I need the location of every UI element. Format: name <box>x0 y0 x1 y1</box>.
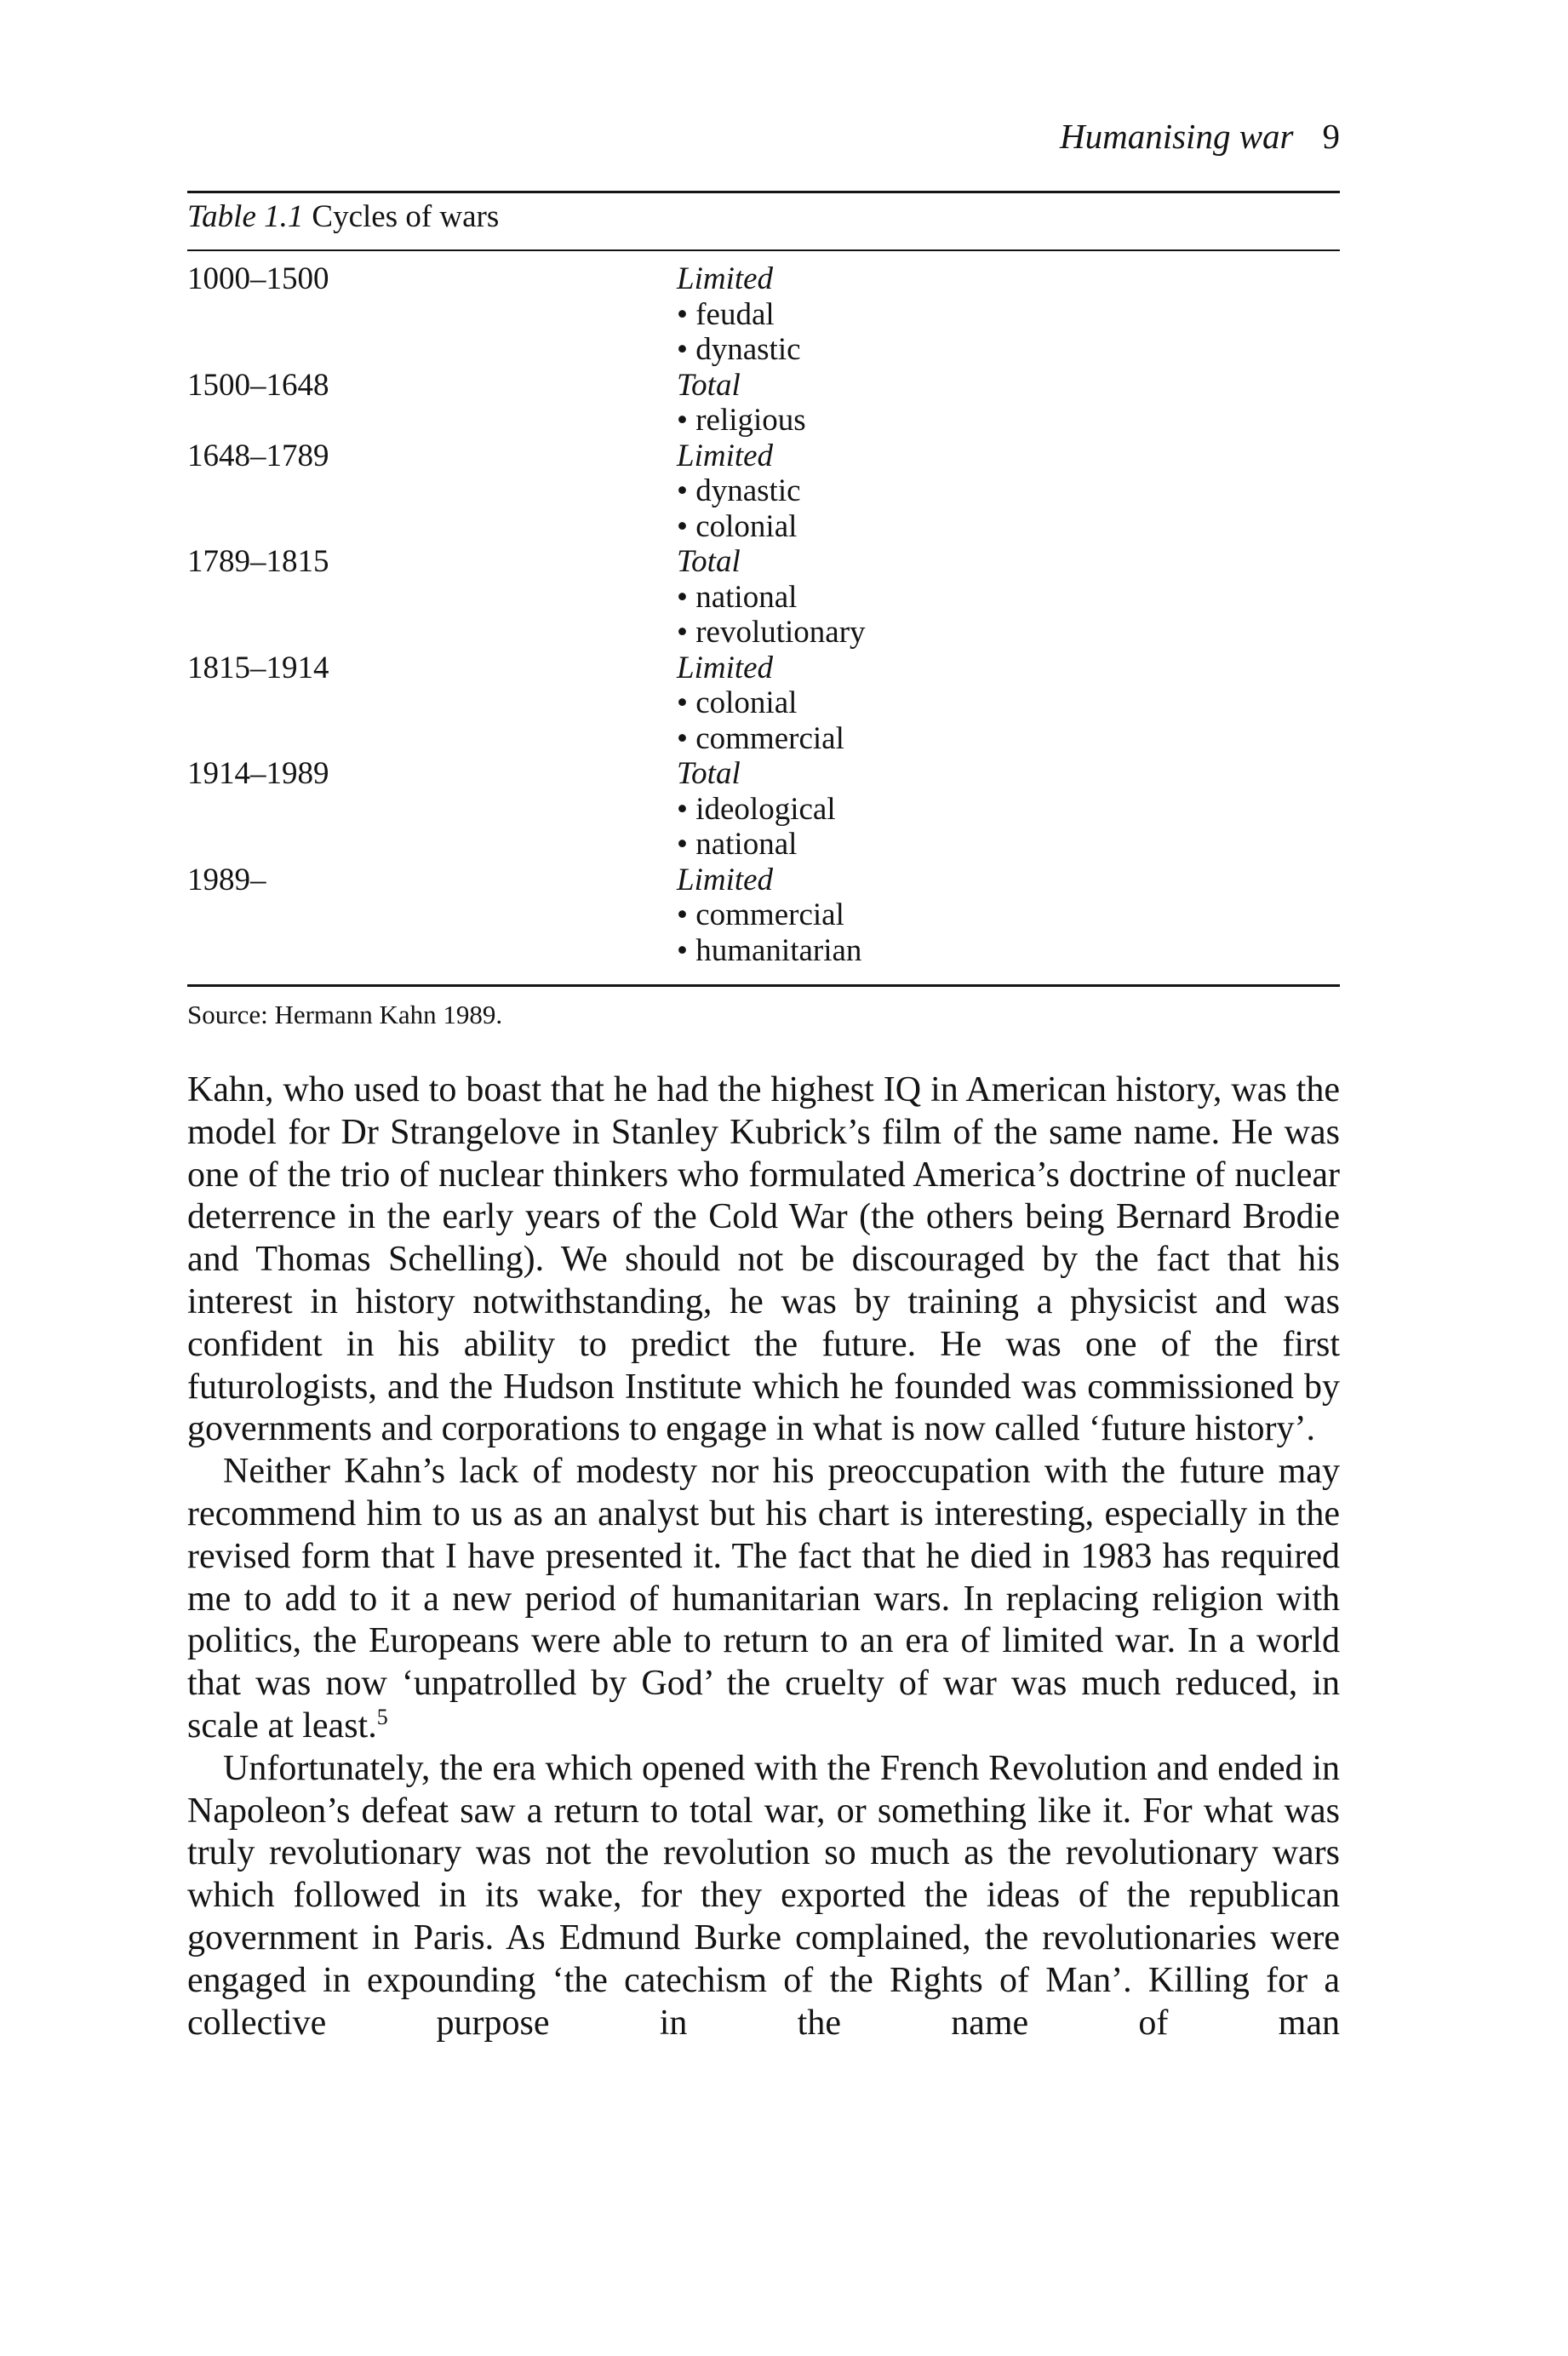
war-feature: • national <box>677 580 1340 616</box>
war-feature: • humanitarian <box>677 933 1340 969</box>
war-feature: • commercial <box>677 897 1340 933</box>
table-row <box>187 651 1340 757</box>
paragraph-text: Neither Kahn’s lack of modesty nor his preoccupation with the future may recommend him to us as an analyst but his chart is interesting, especially in the revised form that I have presented it. The fact that he died in 1983 has required me to add to it a new period of humanitarian wars. In replacing religion with politics, the Europeans were able to return to an era of limited war. In a world that was now ‘unpatrolled by God’ the cruelty of war was much reduced, in scale at least. <box>187 1452 1340 1746</box>
table-caption <box>187 198 499 237</box>
war-feature: • commercial <box>677 721 1340 757</box>
war-type: Total <box>677 544 741 579</box>
war-feature: • national <box>677 827 1340 863</box>
table-row <box>187 368 1340 439</box>
war-feature: • revolutionary <box>677 615 1340 651</box>
war-feature: • colonial <box>677 685 1340 721</box>
body-text <box>187 1069 1340 2044</box>
war-type: Limited <box>677 862 774 897</box>
period-range: 1815–1914 <box>187 650 329 685</box>
war-feature: • dynastic <box>677 332 1340 368</box>
war-feature: • dynastic <box>677 473 1340 509</box>
table-top-rule <box>187 191 1340 193</box>
period-range: 1500–1648 <box>187 367 329 403</box>
table-header-rule <box>187 249 1340 251</box>
war-feature: • ideological <box>677 792 1340 828</box>
period-details <box>677 863 1340 969</box>
page-number: 9 <box>1322 117 1340 156</box>
war-feature: • colonial <box>677 509 1340 545</box>
table-row <box>187 756 1340 863</box>
table-source-note: Source: Hermann Kahn 1989. <box>187 1000 503 1029</box>
footnote-reference[interactable]: 5 <box>376 1704 388 1729</box>
paragraph: Unfortunately, the era which opened with the French Revolution and ended in Napoleon’s defeat saw a return to total war, or something like it. For what was truly revolutionary was not the revolution so much as the revolutionary wars which followed in its wake, for they exported the ideas of the republican government in Paris. As Edmund Burke complained, the revolutionaries were engaged in expounding ‘the catechism of the Rights of Man’. Killing for a collective purpose in the name of man <box>187 1748 1340 2043</box>
period-details <box>677 756 1340 863</box>
cycles-of-wars-table <box>187 261 1340 968</box>
period-details <box>677 544 1340 651</box>
table-row <box>187 439 1340 545</box>
war-type: Total <box>677 756 741 791</box>
table-caption-title: Cycles of wars <box>312 199 500 234</box>
table-row <box>187 261 1340 368</box>
war-type: Limited <box>677 438 774 473</box>
period-range: 1000–1500 <box>187 261 329 296</box>
war-type: Limited <box>677 650 774 685</box>
table-caption-label: Table 1.1 <box>187 199 304 234</box>
period-range: 1789–1815 <box>187 544 329 579</box>
period-details <box>677 261 1340 368</box>
war-feature: • feudal <box>677 297 1340 333</box>
table-bottom-rule <box>187 984 1340 987</box>
war-type: Total <box>677 367 741 403</box>
period-details <box>677 368 1340 439</box>
period-details <box>677 651 1340 757</box>
paragraph <box>187 1451 1340 1748</box>
war-type: Limited <box>677 261 774 296</box>
running-head-title: Humanising war <box>1059 117 1294 156</box>
paragraph: Kahn, who used to boast that he had the highest IQ in American history, was the model for Dr Strangelove in Stanley Kubrick’s film of the same name. He was one of the trio of nuclear thinkers who formulated America’s doctrine of nuclear deterrence in the early years of the Cold War (the others being Bernard Brodie and Thomas Schelling). We should not be discouraged by the fact that his interest in history notwithstanding, he was by training a physicist and was confident in his ability to predict the future. He was one of the first futurologists, and the Hudson Institute which he founded was commissioned by governments and corporations to engage in what is now called ‘future history’. <box>187 1070 1340 1449</box>
period-range: 1914–1989 <box>187 756 329 791</box>
period-range: 1989– <box>187 862 266 897</box>
war-feature: • religious <box>677 403 1340 439</box>
running-head <box>187 115 1340 158</box>
period-details <box>677 439 1340 545</box>
period-range: 1648–1789 <box>187 438 329 473</box>
table-row <box>187 544 1340 651</box>
table-row <box>187 863 1340 969</box>
